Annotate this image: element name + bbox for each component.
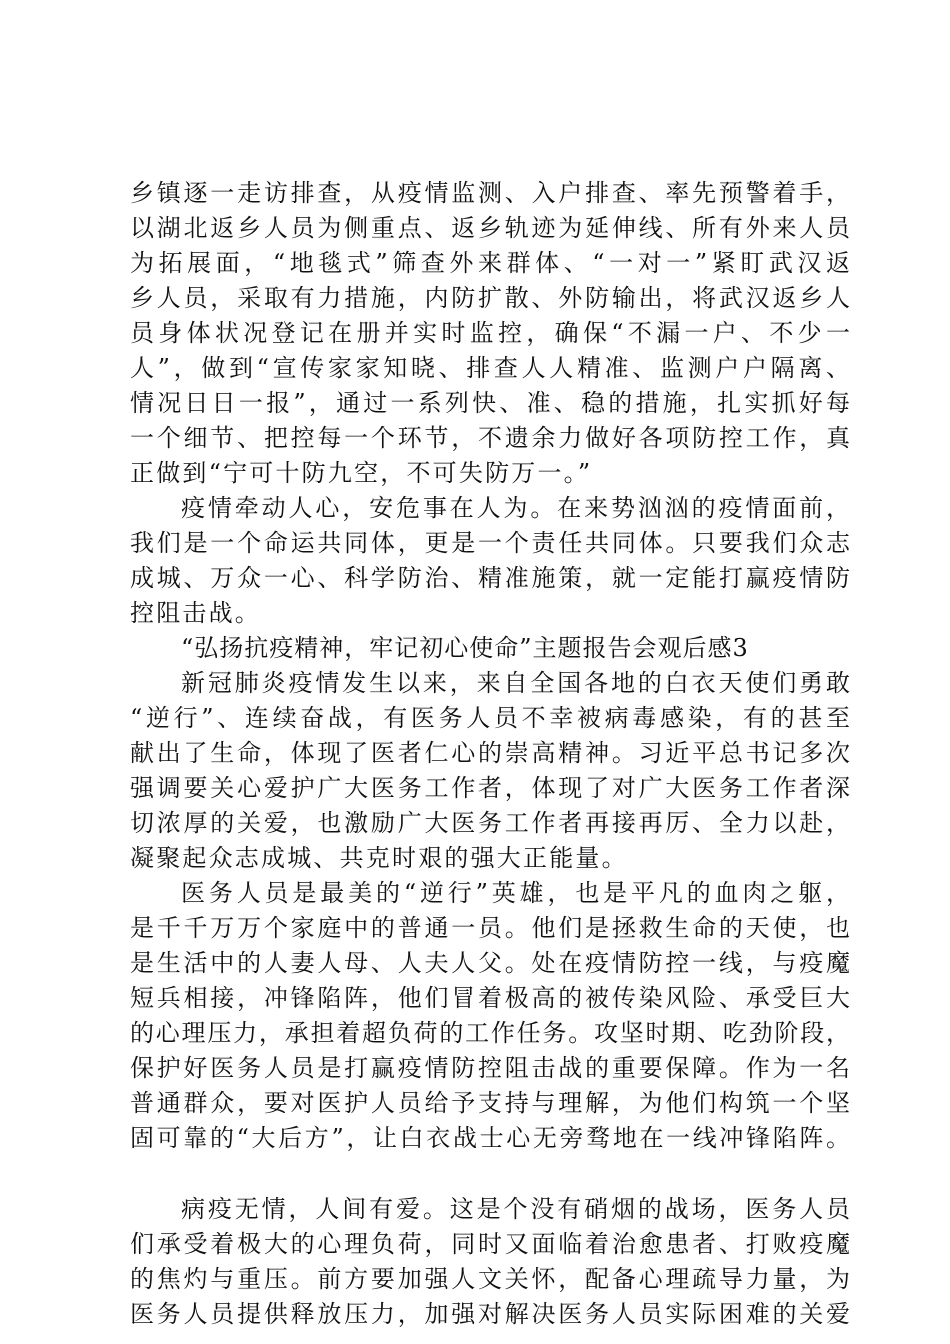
text-line: 切浓厚的关爱，也激励广大医务工作者再接再厉、全力以赴，: [130, 809, 850, 837]
text-line: 员身体状况登记在册并实时监控，确保“不漏一户、不少一: [130, 319, 850, 347]
text-line: 强调要关心爱护广大医务工作者，体现了对广大医务工作者深: [130, 774, 850, 802]
text-line: 凝聚起众志成城、共克时艰的强大正能量。: [130, 844, 628, 872]
text-line: 们承受着极大的心理负荷，同时又面临着治愈患者、打败疫魔: [130, 1230, 850, 1258]
text-line: 是千千万万个家庭中的普通一员。他们是拯救生命的天使，也: [130, 914, 850, 942]
text-line: 是生活中的人妻人母、人夫人父。处在疫情防控一线，与疫魔: [130, 949, 850, 977]
text-line: 控阻击战。: [130, 599, 261, 627]
text-line: “逆行”、连续奋战，有医务人员不幸被病毒感染，有的甚至: [130, 704, 850, 732]
text-line: 医务人员提供释放压力，加强对解决医务人员实际困难的关爱: [130, 1300, 850, 1328]
text-line: 以湖北返乡人员为侧重点、返乡轨迹为延伸线、所有外来人员: [130, 214, 850, 242]
paragraph-first-line: 疫情牵动人心，安危事在人为。在来势汹汹的疫情面前，: [181, 494, 850, 522]
text-line: 的焦灼与重压。前方要加强人文关怀，配备心理疏导力量，为: [130, 1265, 850, 1293]
text-line: 为拓展面，“地毯式”筛查外来群体、“一对一”紧盯武汉返: [130, 249, 850, 277]
text-line: 的心理压力，承担着超负荷的工作任务。攻坚时期、吃劲阶段，: [130, 1019, 850, 1047]
text-line: 献出了生命，体现了医者仁心的崇高精神。习近平总书记多次: [130, 739, 850, 767]
paragraph-first-line: 医务人员是最美的“逆行”英雄，也是平凡的血肉之躯，: [181, 879, 850, 907]
section-heading: “弘扬抗疫精神，牢记初心使命”主题报告会观后感3: [181, 634, 749, 662]
paragraph-first-line: 新冠肺炎疫情发生以来，来自全国各地的白衣天使们勇敢: [181, 669, 850, 697]
paragraph-first-line: 病疫无情，人间有爱。这是个没有硝烟的战场，医务人员: [181, 1195, 850, 1223]
text-line: 正做到“宁可十防九空，不可失防万一。”: [130, 459, 593, 487]
text-line: 乡人员，采取有力措施，内防扩散、外防输出，将武汉返乡人: [130, 284, 850, 312]
text-line: 固可靠的“大后方”，让白衣战士心无旁骛地在一线冲锋陷阵。: [130, 1124, 850, 1152]
text-line: 短兵相接，冲锋陷阵，他们冒着极高的被传染风险、承受巨大: [130, 984, 850, 1012]
text-line: 乡镇逐一走访排查，从疫情监测、入户排查、率先预警着手，: [130, 179, 850, 207]
text-line: 保护好医务人员是打赢疫情防控阻击战的重要保障。作为一名: [130, 1054, 850, 1082]
text-line: 一个细节、把控每一个环节，不遗余力做好各项防控工作，真: [130, 424, 850, 452]
text-line: 我们是一个命运共同体，更是一个责任共同体。只要我们众志: [130, 529, 850, 557]
text-line: 成城、万众一心、科学防治、精准施策，就一定能打赢疫情防: [130, 564, 850, 592]
text-line: 情况日日一报”，通过一系列快、准、稳的措施，扎实抓好每: [130, 389, 850, 417]
text-line: 人”，做到“宣传家家知晓、排查人人精准、监测户户隔离、: [130, 354, 850, 382]
text-line: 普通群众，要对医护人员给予支持与理解，为他们构筑一个坚: [130, 1089, 850, 1117]
